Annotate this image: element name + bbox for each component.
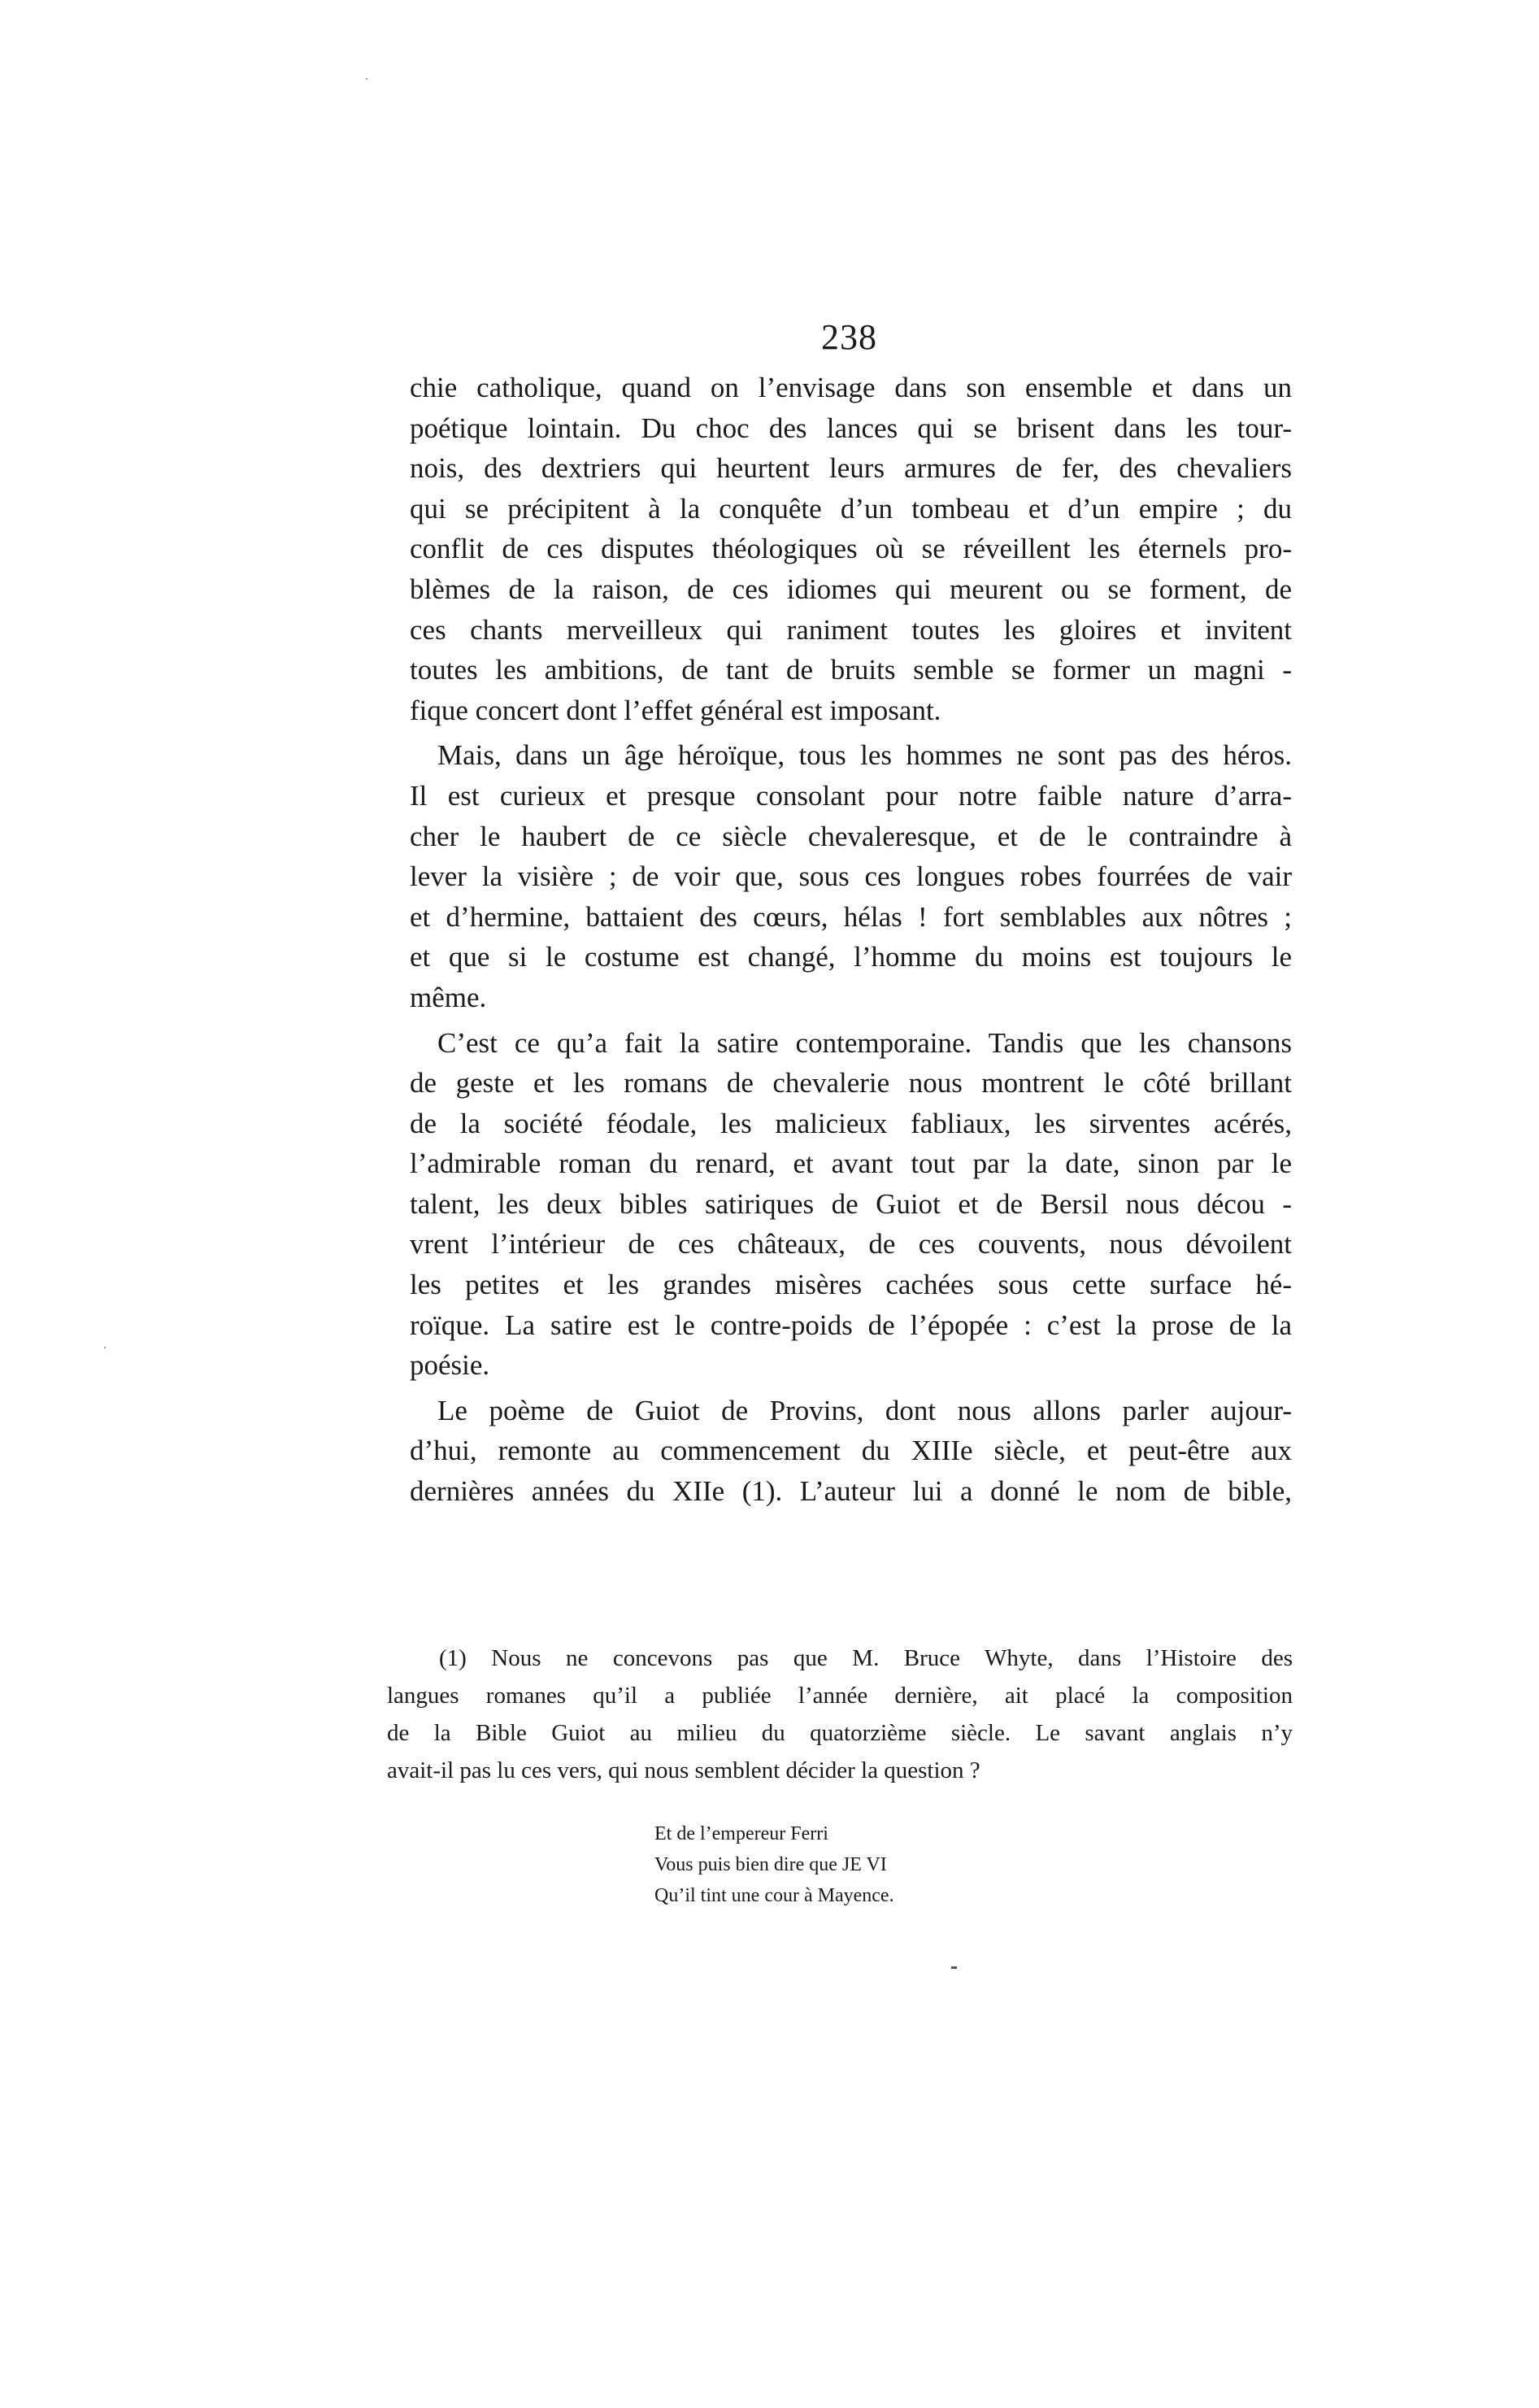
text-line: dernières années du XIIe (1). L’auteur lui a donné le nom de bible, — [410, 1475, 1292, 1508]
paper-speck — [104, 1347, 106, 1348]
text-line: nois, des dextriers qui heurtent leurs armures de fer, des chevaliers — [410, 452, 1292, 485]
text-line: l’admirable roman du renard, et avant tout par la date, sinon par le — [410, 1147, 1292, 1180]
text-line: les petites et les grandes misères cachées sous cette surface hé- — [410, 1269, 1292, 1301]
paragraph-3 — [410, 1023, 1292, 1386]
verse-line: Vous puis bien dire que JE VI — [654, 1854, 887, 1875]
text-line: conflit de ces disputes théologiques où se réveillent les éternels pro- — [410, 533, 1292, 565]
text-line: C’est ce qu’a fait la satire contemporaine. Tandis que les chansons — [437, 1026, 1292, 1059]
paragraph-4 — [410, 1391, 1292, 1512]
text-line: et d’hermine, battaient des cœurs, hélas ! fort semblables aux nôtres ; — [410, 900, 1292, 933]
text-line: Il est curieux et presque consolant pour notre faible nature d’arra- — [410, 779, 1292, 812]
footnote-line: avait-il pas lu ces vers, qui nous semblent décider la question ? — [387, 1757, 980, 1783]
text-line: roïque. La satire est le contre-poids de l’épopée : c’est la prose de la — [410, 1309, 1292, 1341]
text-line: ces chants merveilleux qui raniment toutes les gloires et invitent — [410, 613, 1292, 646]
text-line: lever la visière ; de voir que, sous ces longues robes fourrées de vair — [410, 860, 1292, 893]
text-line: d’hui, remonte au commencement du XIIIe siècle, et peut-être aux — [410, 1435, 1292, 1467]
text-line: vrent l’intérieur de ces châteaux, de ces couvents, nous dévoilent — [410, 1228, 1292, 1261]
text-line: Le poème de Guiot de Provins, dont nous allons parler aujour- — [437, 1394, 1292, 1426]
text-line: chie catholique, quand on l’envisage dans son ensemble et dans un — [410, 372, 1292, 403]
main-text — [410, 368, 1292, 1512]
text-line: talent, les deux bibles satiriques de Guiot et de Bersil nous décou - — [410, 1187, 1292, 1220]
text-line: cher le haubert de ce siècle chevaleresque, et de le contraindre à — [410, 820, 1292, 852]
page-number: 238 — [821, 317, 877, 357]
text-line: de la société féodale, les malicieux fabliaux, les sirventes acérés, — [410, 1107, 1292, 1139]
paragraph-1 — [410, 368, 1292, 730]
printer-mark — [951, 1966, 957, 1969]
footnote-line: langues romanes qu’il a publiée l’année dernière, ait placé la composition — [387, 1683, 1293, 1709]
quoted-verses — [654, 1818, 894, 1911]
text-line: même. — [410, 981, 487, 1013]
text-line: poétique lointain. Du choc des lances qui se brisent dans les tour- — [410, 411, 1292, 444]
text-line: blèmes de la raison, de ces idiomes qui meurent ou se forment, de — [410, 573, 1292, 605]
footnote — [387, 1639, 1293, 1789]
verse-line: Et de l’empereur Ferri — [654, 1823, 828, 1844]
text-line: poésie. — [410, 1349, 490, 1382]
text-line: qui se précipitent à la conquête d’un tombeau et d’un empire ; du — [410, 492, 1292, 525]
verse-line: Qu’il tint une cour à Mayence. — [654, 1885, 894, 1906]
text-line: fique concert dont l’effet général est imposant. — [410, 694, 941, 726]
footnote-line: de la Bible Guiot au milieu du quatorzième siècle. Le savant anglais n’y — [387, 1720, 1293, 1746]
text-line: toutes les ambitions, de tant de bruits semble se former un magni - — [410, 654, 1292, 686]
text-line: de geste et les romans de chevalerie nous montrent le côté brillant — [410, 1067, 1292, 1099]
paragraph-2 — [410, 735, 1292, 1017]
text-line: Mais, dans un âge héroïque, tous les hommes ne sont pas des héros. — [437, 739, 1292, 772]
paper-speck — [366, 78, 367, 80]
footnote-line: (1) Nous ne concevons pas que M. Bruce Whyte, dans l’Histoire des — [439, 1645, 1293, 1671]
text-line: et que si le costume est changé, l’homme du moins est toujours le — [410, 941, 1292, 973]
